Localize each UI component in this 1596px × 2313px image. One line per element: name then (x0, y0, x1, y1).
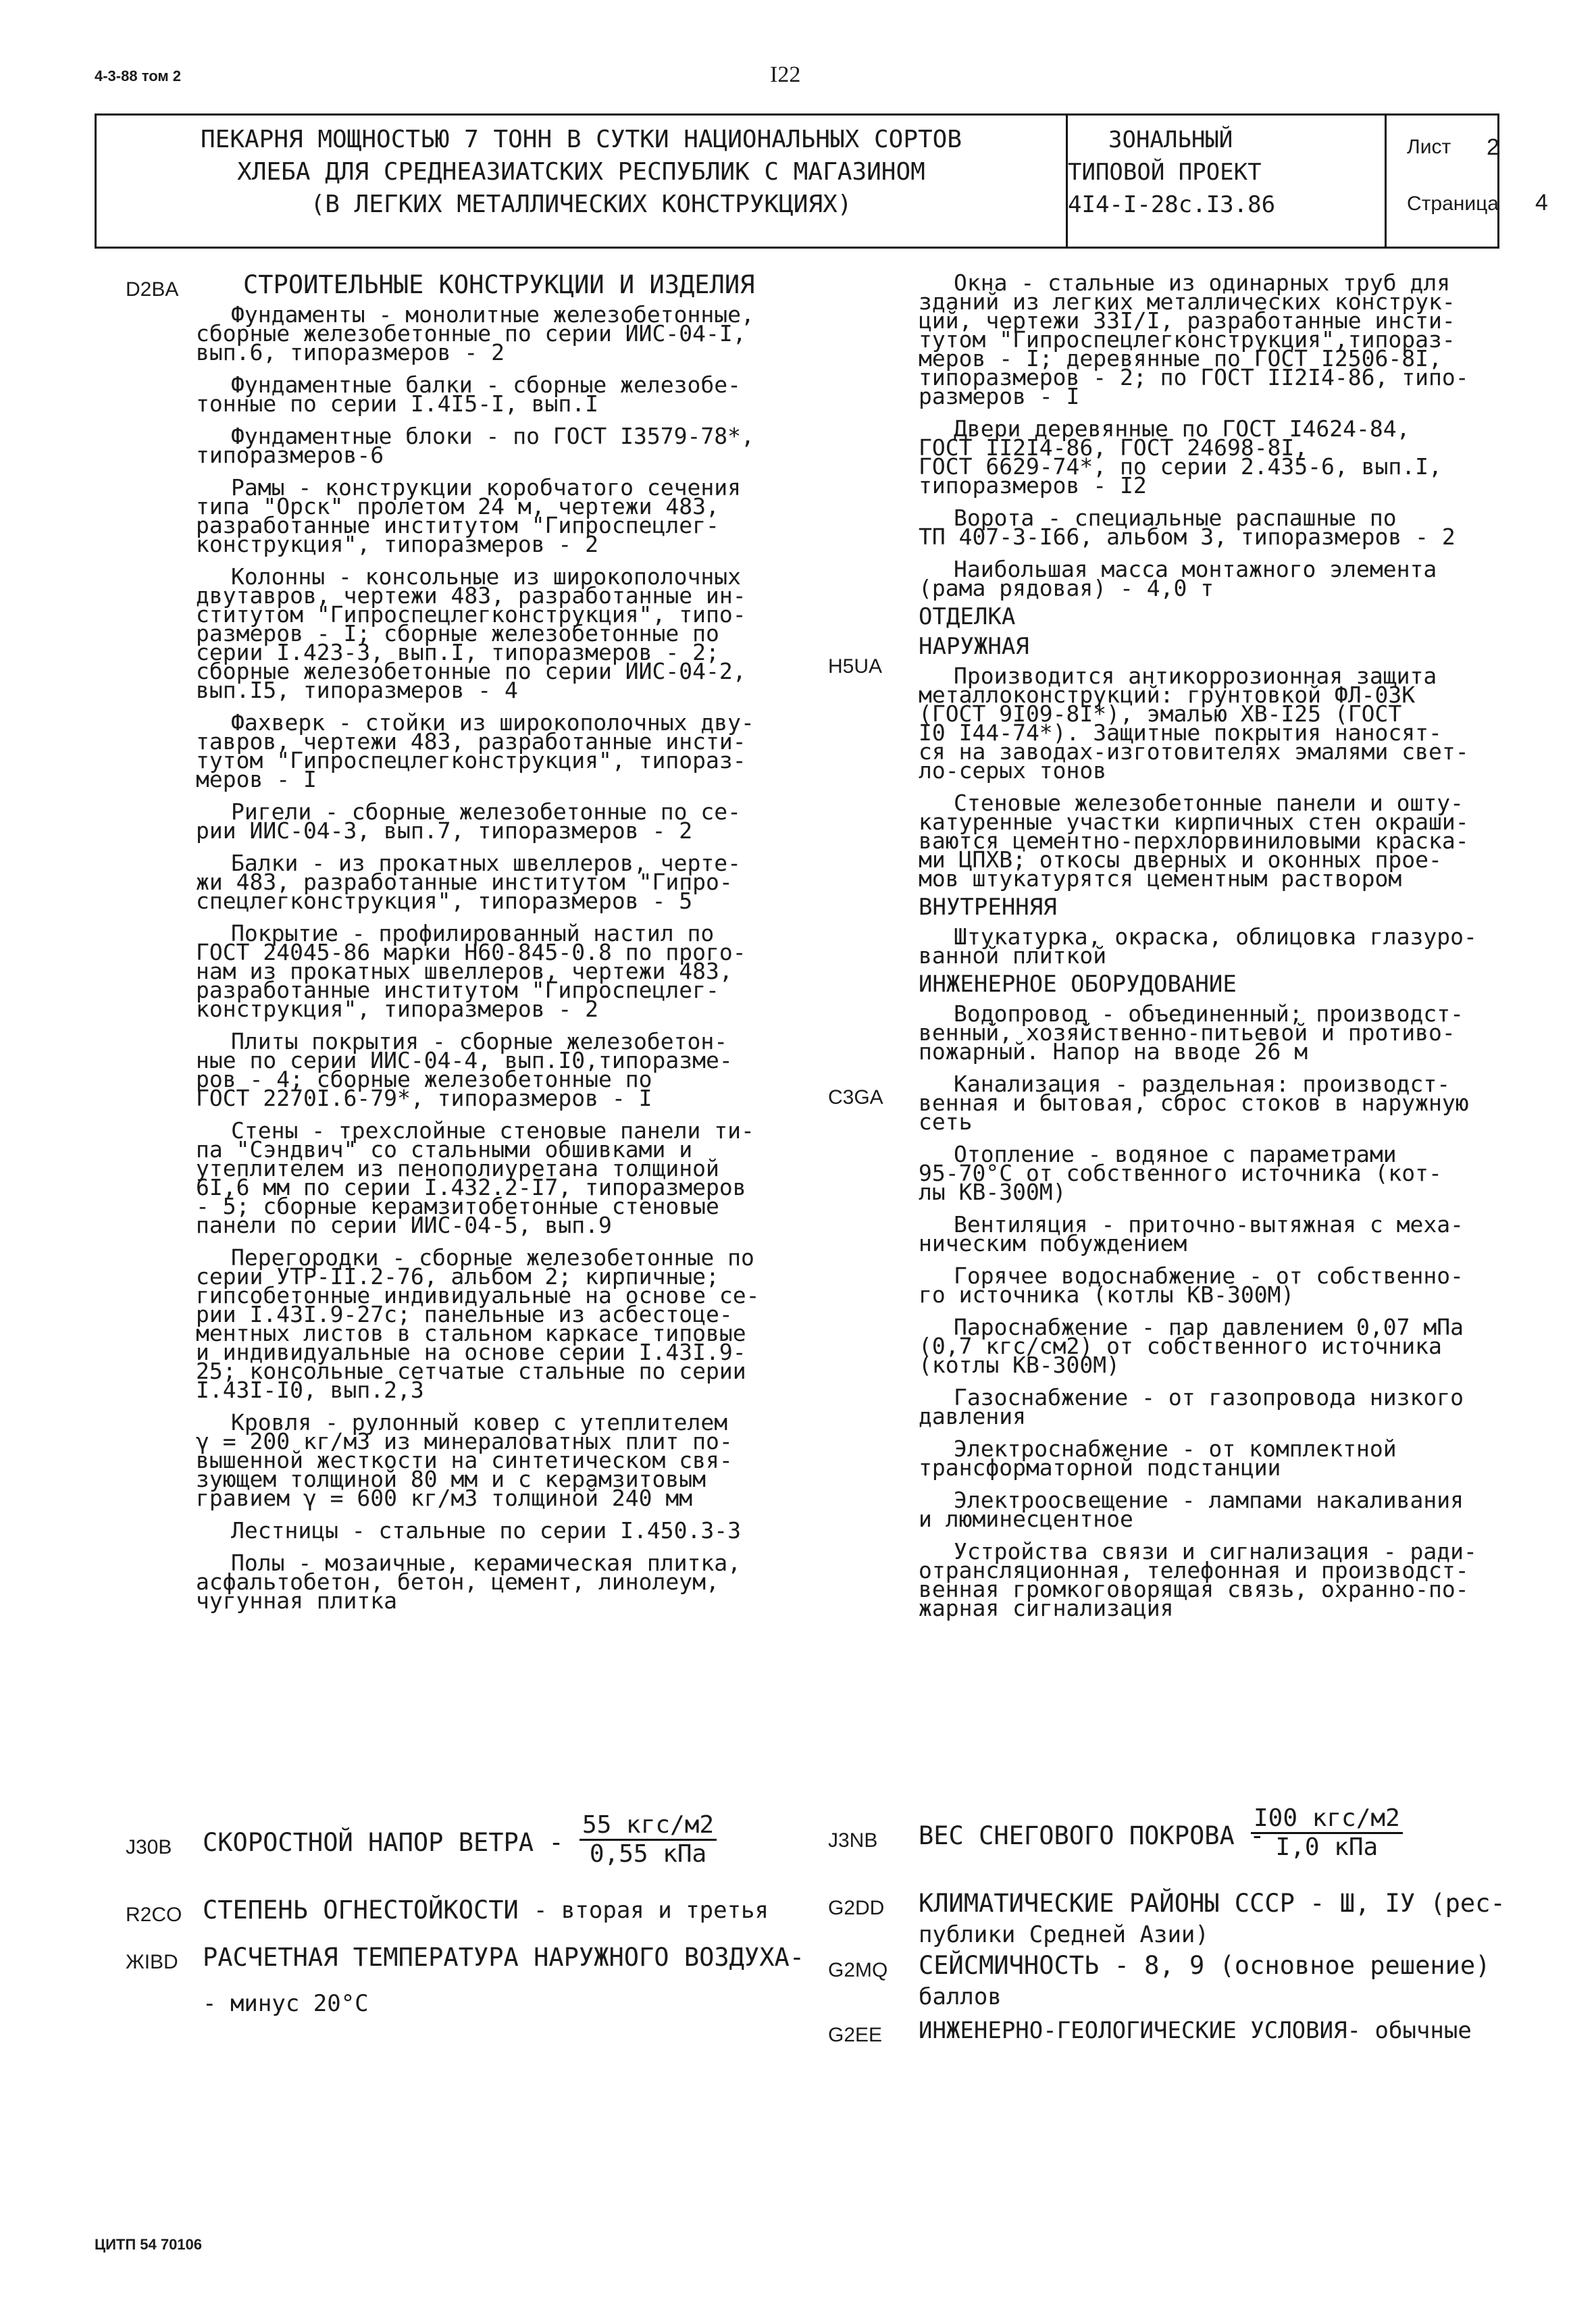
footer-stamp: ЦИТП 54 70106 (95, 2236, 203, 2253)
seismicity-continuation: баллов (919, 1983, 1002, 2010)
param-code-geology: G2EE (828, 2024, 883, 2046)
param-code-seismicity: G2MQ (828, 1959, 888, 1981)
paragraph-foundations: Фундаменты - монолитные железобетонные, сборные железобетонные по серии ИИС-04-I, вып.6, типоразмеров - 2 (196, 301, 754, 365)
paragraph-communications: Устройства связи и сигнализация - ради- отрансляционная, телефонная и производст- венная громкоговорящая связь, охранно-по- жарная сигнализация (919, 1538, 1477, 1621)
section-heading-structures: СТРОИТЕЛЬНЫЕ КОНСТРУКЦИИ И ИЗДЕЛИЯ (243, 270, 755, 299)
paragraph-steam-supply: Пароснабжение - пар давлением 0,07 мПа (0,7 кгс/см2) от собственного источника (котлы КВ-300М) (919, 1314, 1464, 1378)
project-title-line-3: (В ЛЕГКИХ МЕТАЛЛИЧЕСКИХ КОНСТРУКЦИЯХ) (310, 190, 852, 218)
fire-resistance-value: - вторая и третья (534, 1897, 769, 1924)
paragraph-power-supply: Электроснабжение - от комплектной трансформаторной подстанции (919, 1435, 1397, 1481)
project-title-cell (97, 116, 1068, 247)
engineering-heading: ИНЖЕНЕРНОЕ ОБОРУДОВАНИЕ (919, 971, 1237, 998)
paragraph-walls: Стены - трехслойные стеновые панели ти- па "Сэндвич" со стальными обшивками и утеплителем из пенополиуретана толщиной 6I,6 мм по серии I.432.2-I7, типоразмеров - 5; сборные керамзитобетонные стеновые панели по серии ИИС-04-5, вып.9 (196, 1117, 754, 1238)
paragraph-inner-finish: Штукатурка, окраска, облицовка глазуро- ванной плиткой (919, 923, 1477, 969)
paragraph-lighting: Электроосвещение - лампами накаливания и люминесцентное (919, 1487, 1464, 1532)
paragraph-columns: Колонны - консольные из широкополочных двутавров, чертежи 483, разработанные ин- ститутом "Гипроспецлегконструкция", типо- размеров - I; сборные железобетонные по серии I.423-3, вып.I, типоразмеров - 2; сборные железобетонные по серии ИИС-04-2, вып.I5, типоразмеров - 4 (196, 563, 746, 703)
paragraph-max-mass: Наибольшая масса монтажного элемента (рама рядовая) - 4,0 т (919, 556, 1437, 601)
paragraph-windows: Окна - стальные из одинарных труб для зданий из легких металлических конструк- ций, чертежи 33I/I, разработанные инсти- тутом "Гипроспецлегконструкция",типораз- меров - I; деревянные по ГОСТ I2506-8I, типоразмеров - 2; по ГОСТ II2I4-86, типо- размеров - I (919, 270, 1469, 409)
project-title-line-2: ХЛЕБА ДЛЯ СРЕДНЕАЗИАТСКИХ РЕСПУБЛИК С МАГАЗИНОМ (237, 158, 925, 186)
section-code-engineering: C3GA (828, 1086, 883, 1109)
wind-pressure-numerator: 55 кгс/м2 (580, 1812, 717, 1841)
paragraph-water-supply: Водопровод - объединенный; производст- венный, хозяйственно-питьевой и противо- пожарный. Напор на вводе 26 м (919, 1000, 1464, 1065)
paragraph-roofing: Покрытие - профилированный настил по ГОСТ 24045-86 марки Н60-845-0.8 по прого- нам из прокатных швеллеров, чертежи 483, разработанные институтом "Гипроспецлег- конструкция", типоразмеров - 2 (196, 920, 746, 1022)
section-code-finish: H5UA (828, 655, 883, 678)
inner-finish-heading: ВНУТРЕННЯЯ (919, 894, 1057, 921)
project-title-line-1: ПЕКАРНЯ МОЩНОСТЬЮ 7 ТОНН В СУТКИ НАЦИОНАЛЬНЫХ СОРТОВ (200, 126, 962, 153)
paragraph-hot-water: Горячее водоснабжение - от собственно- го источника (котлы КВ-300М) (919, 1263, 1464, 1308)
outer-finish-heading: НАРУЖНАЯ (919, 633, 1029, 660)
section-code-structures: D2BA (126, 278, 179, 301)
finish-heading: ОТДЕЛКА (919, 603, 1016, 630)
paragraph-heating: Отопление - водяное с параметрами 95-70°С от собственного источника (кот- лы КВ-300М) (919, 1141, 1442, 1205)
paragraph-sewerage: Канализация - раздельная: производст- венная и бытовая, сброс стоков в наружную сеть (919, 1071, 1469, 1135)
paragraph-framework: Фахверк - стойки из широкополочных дву- тавров, чертежи 483, разработанные инсти- тутом "Гипроспецлегконструкция", типораз- меров - I (196, 709, 754, 792)
paragraph-foundation-blocks: Фундаментные блоки - по ГОСТ I3579-78*, типоразмеров-6 (196, 423, 754, 468)
wind-pressure-denominator: 0,55 кПа (589, 1840, 707, 1868)
param-code-fire: R2CO (126, 1904, 182, 1926)
paragraph-partitions: Перегородки - сборные железобетонные по серии УТР-II.2-76, альбом 2; кирпичные; гипсобетонные индивидуальные на основе се- рии I.43I.9-27с; панельные из асбестоце- ментных листов в стальном каркасе типовые и индивидуальные на основе серии I.43I.9- 25; консольные сетчатые стальные по серии I.43I-I0, вып.2,3 (196, 1244, 760, 1403)
snow-load-numerator: I00 кгс/м2 (1251, 1805, 1403, 1834)
paragraph-beams: Балки - из прокатных швеллеров, черте- жи 483, разработанные институтом "Гипро- спецлегконструкция", типоразмеров - 5 (196, 850, 741, 914)
fire-resistance-label: СТЕПЕНЬ ОГНЕСТОЙКОСТИ (203, 1896, 519, 1925)
param-code-wind: J30B (126, 1836, 172, 1858)
climate-regions-continuation: публики Средней Азии) (919, 1921, 1209, 1948)
param-code-temperature: ЖIBD (126, 1951, 178, 1973)
page-label: Страница (1407, 193, 1499, 215)
sheet-cell (1387, 116, 1548, 247)
paragraph-stairs: Лестницы - стальные по серии I.450.3-3 (231, 1517, 741, 1544)
sheet-value: 2 (1487, 134, 1499, 160)
design-temperature-label: РАСЧЕТНАЯ ТЕМПЕРАТУРА НАРУЖНОГО ВОЗДУХА- (203, 1943, 805, 1972)
geology-conditions-label: ИНЖЕНЕРНО-ГЕОЛОГИЧЕСКИЕ УСЛОВИЯ- обычные (919, 2017, 1472, 2044)
paragraph-corrosion-protection: Производится антикоррозионная защита металлоконструкций: грунтовкой ФЛ-03К (ГОСТ 9I09-8I*), эмалью ХВ-I25 (ГОСТ I0 I44-74*). Защитные покрытия наносят- ся на заводах-изготовителях эмалями свет- ло-серых тонов (919, 663, 1469, 784)
paragraph-foundation-beams: Фундаментные балки - сборные железобе- тонные по серии I.4I5-I, вып.I (196, 372, 741, 417)
param-code-snow: J3NB (828, 1829, 878, 1852)
snow-load-label: ВЕС СНЕГОВОГО ПОКРОВА - (919, 1821, 1265, 1850)
wind-pressure-value (580, 1812, 717, 1868)
snow-load-denominator: I,0 кПа (1275, 1833, 1379, 1861)
paragraph-wall-painting: Стеновые железобетонные панели и ошту- катуренные участки кирпичных стен окраши- ваются цементно-перхлорвиниловыми краска- ми ЦПХВ; откосы дверных и оконных прое- мов штукатурятся цементным раствором (919, 790, 1469, 892)
paragraph-crossbars: Ригели - сборные железобетонные по се- рии ИИС-04-3, вып.7, типоразмеров - 2 (196, 798, 741, 844)
right-column (919, 270, 1499, 1631)
snow-load-value (1251, 1805, 1403, 1861)
page-value: 4 (1535, 190, 1548, 215)
paragraph-ventilation: Вентиляция - приточно-вытяжная с меха- ническим побуждением (919, 1211, 1464, 1256)
paragraph-gates: Ворота - специальные распашные по ТП 407-3-I66, альбом 3, типоразмеров - 2 (919, 505, 1456, 550)
design-temperature-value: - минус 20°С (203, 1990, 369, 2017)
paragraph-slabs: Плиты покрытия - сборные железобетон- ные по серии ИИС-04-4, вып.I0,типоразме- ров - 4; сборные железобетонные по ГОСТ 2270I.6-79*, типоразмеров - I (196, 1028, 733, 1111)
project-type-cell (1068, 116, 1387, 247)
paragraph-floors: Полы - мозаичные, керамическая плитка, асфальтобетон, бетон, цемент, линолеум, чугунная плитка (196, 1550, 741, 1614)
paragraph-doors: Двери деревянные по ГОСТ I4624-84, ГОСТ II2I4-86, ГОСТ 24698-8I, ГОСТ 6629-74*, по серии 2.435-6, вып.I, типоразмеров - I2 (919, 415, 1442, 499)
title-block (95, 113, 1548, 249)
project-type-line-2: ТИПОВОЙ ПРОЕКТ (1068, 159, 1262, 186)
structures-column (196, 301, 804, 1624)
param-code-climate: G2DD (828, 1897, 885, 1919)
page-number: I22 (770, 62, 801, 87)
wind-pressure-label: СКОРОСТНОЙ НАПОР ВЕТРА - (203, 1828, 564, 1857)
project-type-line-1: ЗОНАЛЬНЫЙ (1108, 126, 1233, 153)
paragraph-gas-supply: Газоснабжение - от газопровода низкого давления (919, 1384, 1464, 1429)
project-code: 4I4-I-28с.I3.86 (1068, 191, 1276, 218)
sheet-label: Лист (1407, 136, 1451, 158)
volume-mark: 4-3-88 том 2 (95, 68, 181, 84)
paragraph-roof-cover: Кровля - рулонный ковер с утеплителем γ = 200 кг/м3 из минераловатных плит по- вышенной жесткости на синтетическом свя- зующем толщиной 80 мм и с керамзитовым гравием γ = 600 кг/м3 толщиной 240 мм (196, 1409, 733, 1511)
climate-regions-label: КЛИМАТИЧЕСКИЕ РАЙОНЫ СССР - Ш, IУ (рес- (919, 1889, 1505, 1918)
seismicity-label: СЕЙСМИЧНОСТЬ - 8, 9 (основное решение) (919, 1951, 1491, 1980)
paragraph-frames: Рамы - конструкции коробчатого сечения типа "Орск" пролетом 24 м, чертежи 483, разработанные институтом "Гипроспецлег- конструкция", типоразмеров - 2 (196, 474, 741, 557)
